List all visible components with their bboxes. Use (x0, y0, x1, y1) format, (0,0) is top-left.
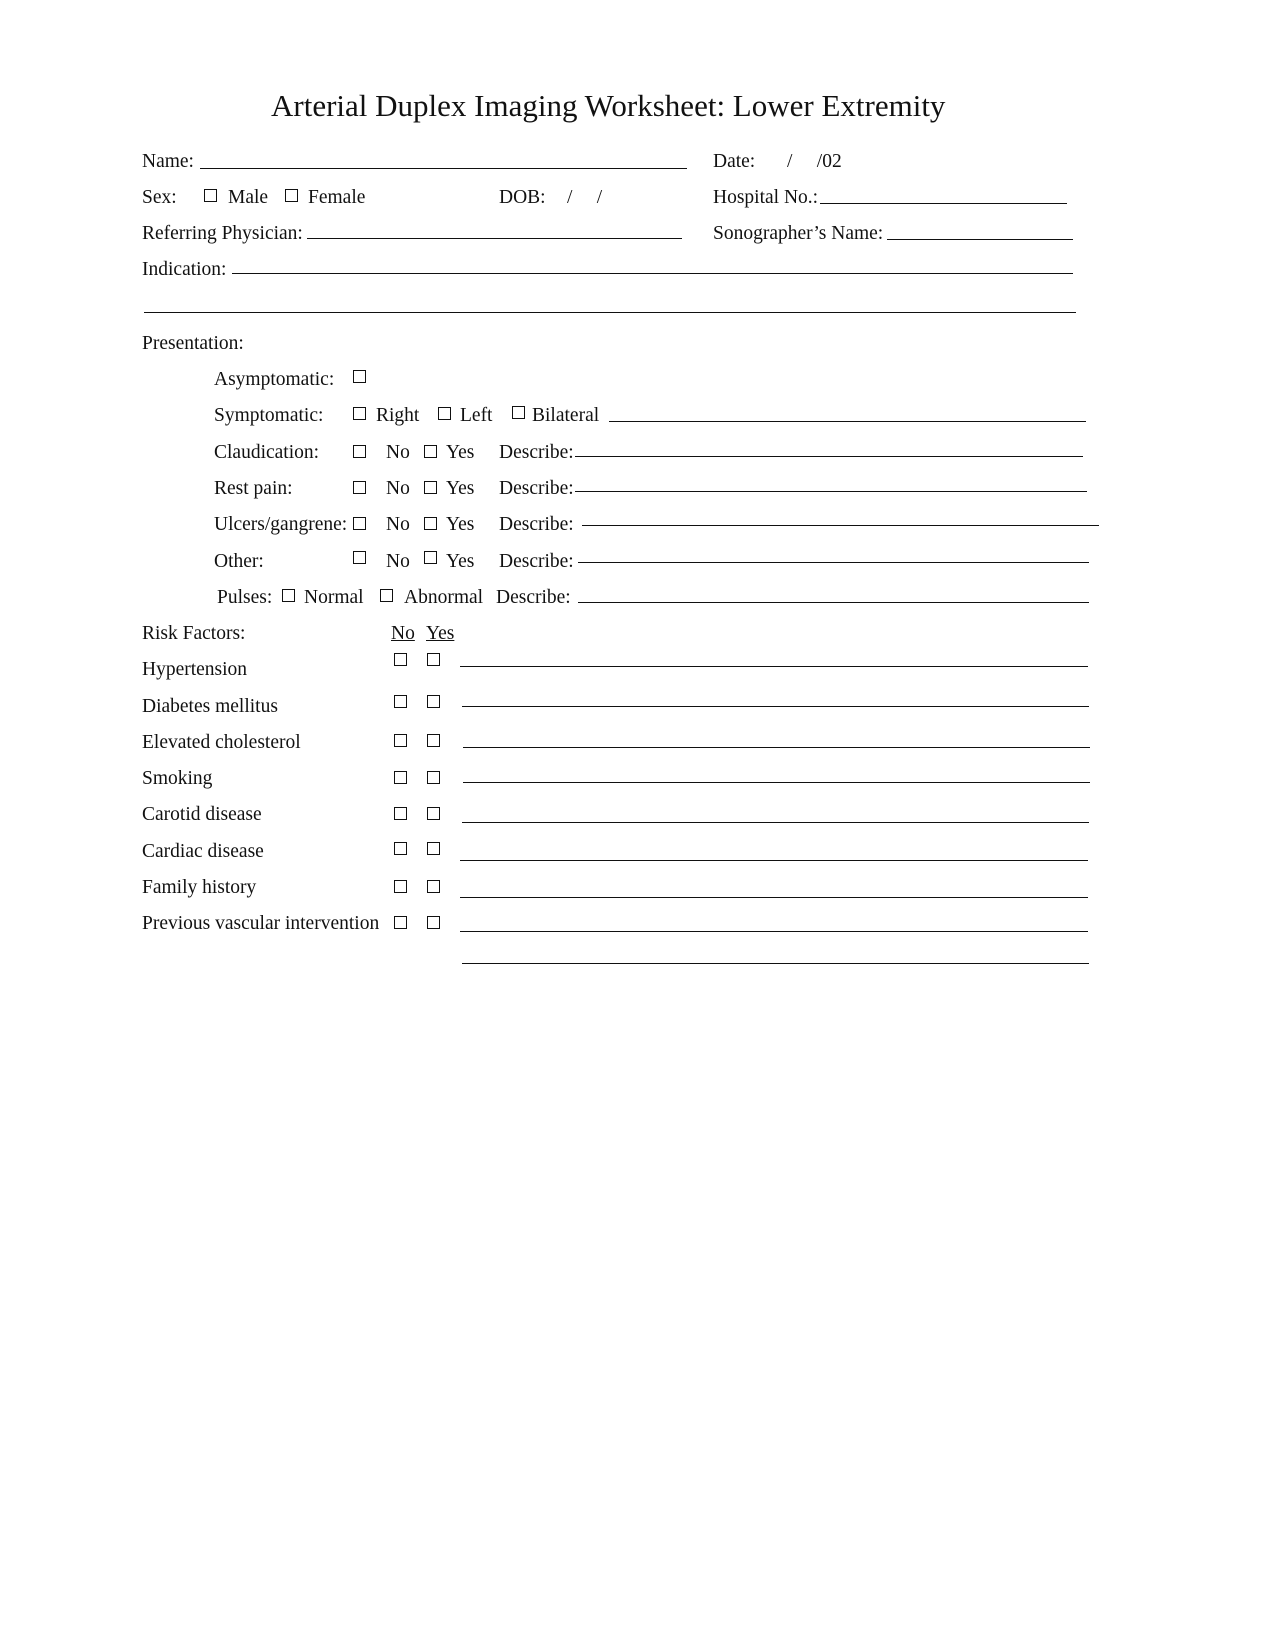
asymptomatic-label: Asymptomatic: (214, 369, 335, 390)
smoking-field[interactable] (463, 782, 1090, 783)
previous-intervention-yes-checkbox[interactable] (427, 916, 440, 929)
rest-pain-no-checkbox[interactable] (353, 481, 366, 494)
cardiac-no-checkbox[interactable] (394, 842, 407, 855)
right-checkbox[interactable] (353, 407, 366, 420)
date-value[interactable]: / /02 (787, 151, 842, 172)
ulcers-no-checkbox[interactable] (353, 517, 366, 530)
ulcers-yes-checkbox[interactable] (424, 517, 437, 530)
risk-item-hypertension: Hypertension (142, 659, 248, 680)
risk-no-header: No (391, 623, 415, 644)
hypertension-no-checkbox[interactable] (394, 653, 407, 666)
risk-item-carotid: Carotid disease (142, 804, 262, 825)
pulses-normal-label: Normal (304, 587, 364, 608)
name-field[interactable] (200, 168, 687, 169)
indication-field-line-2[interactable] (144, 312, 1076, 313)
risk-item-cardiac: Cardiac disease (142, 841, 264, 862)
claudication-describe-field[interactable] (575, 456, 1083, 457)
male-label: Male (228, 187, 269, 208)
smoking-yes-checkbox[interactable] (427, 771, 440, 784)
rest-pain-yes-label: Yes (446, 478, 475, 499)
right-label: Right (376, 405, 420, 426)
risk-item-smoking: Smoking (142, 768, 213, 789)
rest-pain-yes-checkbox[interactable] (424, 481, 437, 494)
rest-pain-label: Rest pain: (214, 478, 293, 499)
carotid-field[interactable] (462, 822, 1089, 823)
name-label: Name: (142, 151, 194, 172)
pulses-label: Pulses: (217, 587, 273, 608)
other-label: Other: (214, 551, 264, 572)
hypertension-yes-checkbox[interactable] (427, 653, 440, 666)
hospital-field[interactable] (820, 203, 1067, 204)
rest-pain-no-label: No (386, 478, 410, 499)
previous-intervention-field[interactable] (460, 931, 1088, 932)
male-checkbox[interactable] (204, 189, 217, 202)
diabetes-no-checkbox[interactable] (394, 695, 407, 708)
diabetes-yes-checkbox[interactable] (427, 695, 440, 708)
physician-field[interactable] (307, 238, 682, 239)
ulcers-no-label: No (386, 514, 410, 535)
sonographer-field[interactable] (887, 239, 1073, 240)
other-describe-field[interactable] (578, 562, 1089, 563)
claudication-yes-label: Yes (446, 442, 475, 463)
claudication-describe-label: Describe: (499, 442, 574, 463)
claudication-no-label: No (386, 442, 410, 463)
carotid-no-checkbox[interactable] (394, 807, 407, 820)
physician-label: Referring Physician: (142, 223, 303, 244)
asymptomatic-checkbox[interactable] (353, 370, 366, 383)
risk-item-family-history: Family history (142, 877, 257, 898)
other-no-label: No (386, 551, 410, 572)
smoking-no-checkbox[interactable] (394, 771, 407, 784)
family-history-field[interactable] (460, 897, 1088, 898)
ulcers-label: Ulcers/gangrene: (214, 514, 348, 535)
pulses-abnormal-label: Abnormal (404, 587, 484, 608)
hypertension-field[interactable] (460, 666, 1088, 667)
rest-pain-describe-label: Describe: (499, 478, 574, 499)
risk-yes-header: Yes (426, 623, 455, 644)
cholesterol-no-checkbox[interactable] (394, 734, 407, 747)
hospital-label: Hospital No.: (713, 187, 819, 208)
symptomatic-label: Symptomatic: (214, 405, 324, 426)
left-label: Left (460, 405, 493, 426)
pulses-describe-field[interactable] (578, 602, 1089, 603)
indication-field[interactable] (232, 273, 1073, 274)
other-no-checkbox[interactable] (353, 551, 366, 564)
presentation-label: Presentation: (142, 333, 244, 354)
cholesterol-field[interactable] (463, 747, 1090, 748)
dob-label: DOB: (499, 187, 546, 208)
claudication-yes-checkbox[interactable] (424, 445, 437, 458)
pulses-abnormal-checkbox[interactable] (380, 589, 393, 602)
left-checkbox[interactable] (438, 407, 451, 420)
other-yes-checkbox[interactable] (424, 551, 437, 564)
other-yes-label: Yes (446, 551, 475, 572)
carotid-yes-checkbox[interactable] (427, 807, 440, 820)
cholesterol-yes-checkbox[interactable] (427, 734, 440, 747)
risk-item-cholesterol: Elevated cholesterol (142, 732, 301, 753)
cardiac-yes-checkbox[interactable] (427, 842, 440, 855)
page-title: Arterial Duplex Imaging Worksheet: Lower Extremity (271, 88, 946, 123)
rest-pain-describe-field[interactable] (575, 491, 1087, 492)
ulcers-yes-label: Yes (446, 514, 475, 535)
dob-value[interactable]: / / (567, 187, 603, 208)
previous-intervention-field-line-2[interactable] (462, 963, 1089, 964)
pulses-describe-label: Describe: (496, 587, 571, 608)
previous-intervention-no-checkbox[interactable] (394, 916, 407, 929)
sex-label: Sex: (142, 187, 177, 208)
other-describe-label: Describe: (499, 551, 574, 572)
female-label: Female (308, 187, 366, 208)
family-history-yes-checkbox[interactable] (427, 880, 440, 893)
date-label: Date: (713, 151, 756, 172)
symptomatic-field[interactable] (609, 421, 1086, 422)
pulses-normal-checkbox[interactable] (282, 589, 295, 602)
bilateral-checkbox[interactable] (512, 406, 525, 419)
ulcers-describe-field[interactable] (582, 525, 1099, 526)
cardiac-field[interactable] (460, 860, 1088, 861)
risk-item-previous-intervention: Previous vascular intervention (142, 913, 380, 934)
ulcers-describe-label: Describe: (499, 514, 574, 535)
family-history-no-checkbox[interactable] (394, 880, 407, 893)
diabetes-field[interactable] (462, 706, 1089, 707)
sonographer-label: Sonographer’s Name: (713, 223, 884, 244)
risk-item-diabetes: Diabetes mellitus (142, 696, 278, 717)
bilateral-label: Bilateral (532, 405, 600, 426)
indication-label: Indication: (142, 259, 227, 280)
risk-factors-label: Risk Factors: (142, 623, 246, 644)
female-checkbox[interactable] (285, 189, 298, 202)
claudication-label: Claudication: (214, 442, 320, 463)
claudication-no-checkbox[interactable] (353, 445, 366, 458)
